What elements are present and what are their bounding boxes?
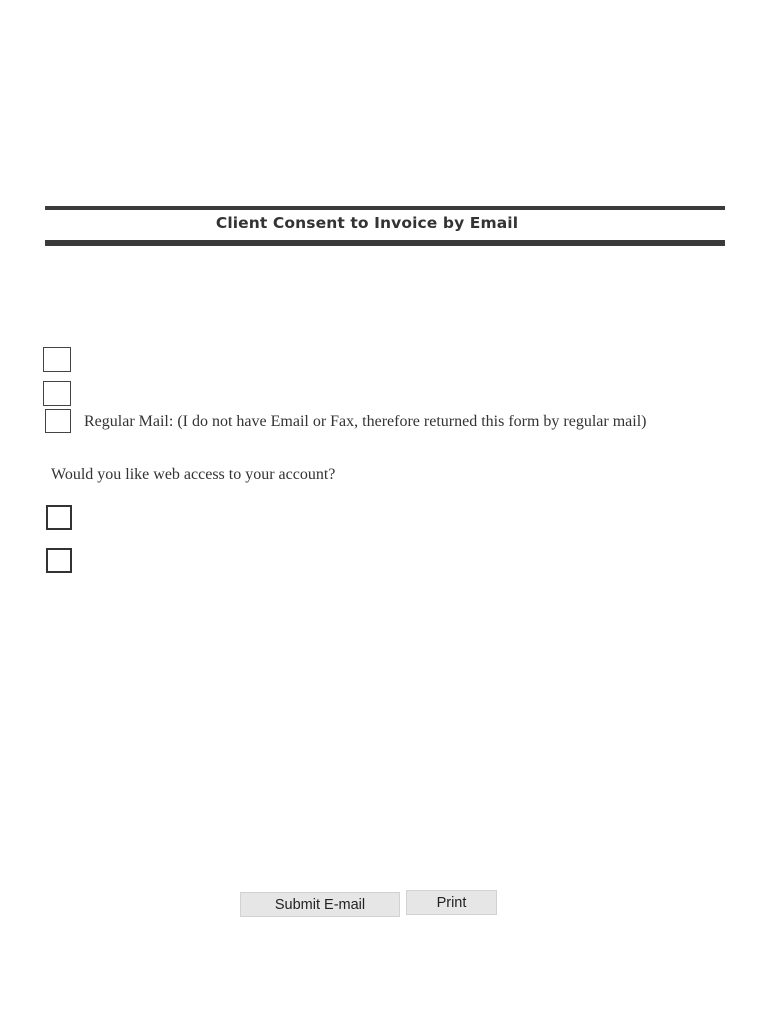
web-access-option-1-checkbox[interactable] <box>46 505 72 530</box>
print-button[interactable]: Print <box>406 890 497 915</box>
header-rule-top <box>45 206 725 210</box>
web-access-option-2-checkbox[interactable] <box>46 548 72 573</box>
header-rule-bottom <box>45 240 725 246</box>
regular-mail-checkbox[interactable] <box>45 409 71 433</box>
form-title: Client Consent to Invoice by Email <box>215 214 519 232</box>
delivery-option-1-checkbox[interactable] <box>43 347 71 372</box>
delivery-option-2-checkbox[interactable] <box>43 381 71 406</box>
web-access-question: Would you like web access to your account? <box>51 466 336 483</box>
regular-mail-label: Regular Mail: (I do not have Email or Fax, therefore returned this form by regular mail) <box>84 413 647 430</box>
submit-email-button[interactable]: Submit E-mail <box>240 892 400 917</box>
